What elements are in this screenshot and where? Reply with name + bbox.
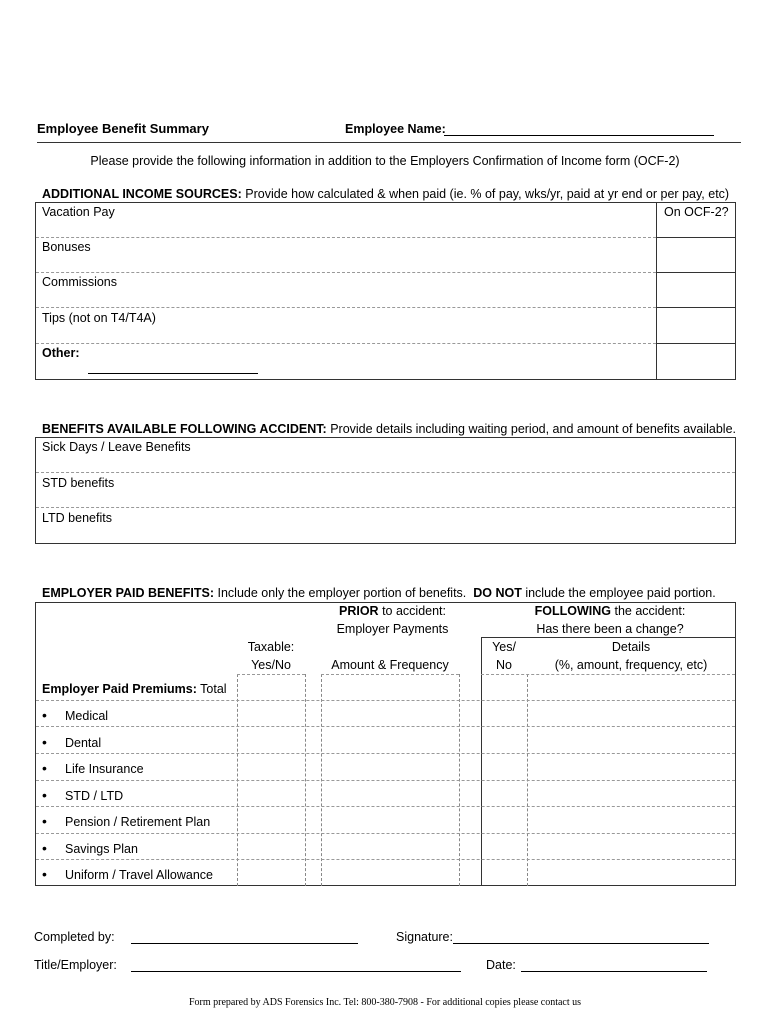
income-row-other: Other:	[42, 346, 80, 360]
income-row-vacation-pay: Vacation Pay	[42, 205, 115, 219]
income-row-commissions: Commissions	[42, 275, 118, 289]
row-divider	[36, 833, 735, 834]
employee-name-field[interactable]	[444, 122, 714, 136]
row-divider	[657, 307, 735, 308]
row-divider	[36, 472, 735, 473]
row-divider	[657, 272, 735, 273]
following-header: FOLLOWING the accident:	[534, 604, 686, 618]
completed-by-field[interactable]	[131, 930, 358, 944]
premiums-total-label: Employer Paid Premiums: Total	[42, 682, 227, 696]
premium-item-medical: Medical	[65, 709, 109, 723]
premium-item-uniform-travel: Uniform / Travel Allowance	[65, 868, 213, 882]
following-header-rule	[481, 637, 735, 638]
premium-item-savings: Savings Plan	[65, 842, 138, 856]
amount-frequency-header: Amount & Frequency	[331, 658, 449, 672]
premium-item-dental: Dental	[65, 736, 102, 750]
bullet-icon: •	[42, 707, 47, 723]
instructions-text: Please provide the following information in addition to the Employers Confirmation of Income form (OCF-2)	[90, 154, 680, 168]
completed-by-label: Completed by:	[34, 930, 115, 944]
row-divider	[36, 272, 656, 273]
row-divider	[36, 806, 735, 807]
income-row-bonuses: Bonuses	[42, 240, 91, 254]
row-divider	[36, 307, 656, 308]
details-header-2: (%, amount, frequency, etc)	[554, 658, 708, 672]
benefit-row-sick-days: Sick Days / Leave Benefits	[42, 440, 191, 454]
bullet-icon: •	[42, 787, 47, 803]
benefits-following-heading: BENEFITS AVAILABLE FOLLOWING ACCIDENT: Provide details including waiting period, and amount of benefits available.	[42, 422, 737, 436]
row-divider	[36, 726, 735, 727]
bullet-icon: •	[42, 760, 47, 776]
row-divider	[237, 674, 305, 675]
row-divider	[36, 700, 735, 701]
premium-item-life-insurance: Life Insurance	[65, 762, 144, 776]
income-row-tips: Tips (not on T4/T4A)	[42, 311, 156, 325]
prior-header: PRIOR to accident:	[338, 604, 446, 618]
following-subheader: Has there been a change?	[536, 622, 684, 636]
signature-label: Signature:	[396, 930, 453, 944]
date-field[interactable]	[521, 958, 707, 972]
bullet-icon: •	[42, 813, 47, 829]
premium-item-pension: Pension / Retirement Plan	[65, 815, 211, 829]
bullet-icon: •	[42, 840, 47, 856]
row-divider	[657, 237, 735, 238]
form-title: Employee Benefit Summary	[37, 121, 209, 136]
row-divider	[36, 859, 735, 860]
taxable-header-2: Yes/No	[251, 658, 291, 672]
row-divider	[36, 343, 656, 344]
yes-no-header-1: Yes/	[492, 640, 516, 654]
ocf2-column-divider	[656, 202, 657, 380]
row-divider	[481, 674, 735, 675]
row-divider	[36, 507, 735, 508]
date-label: Date:	[486, 958, 516, 972]
title-employer-label: Title/Employer:	[34, 958, 117, 972]
prior-subheader: Employer Payments	[336, 622, 449, 636]
title-employer-field[interactable]	[131, 958, 461, 972]
ocf2-column-label: On OCF-2?	[664, 205, 729, 219]
row-divider	[321, 674, 459, 675]
premium-item-std-ltd: STD / LTD	[65, 789, 124, 803]
employer-paid-heading: EMPLOYER PAID BENEFITS: Include only the employer portion of benefits. DO NOT include the employee paid portion.	[42, 586, 716, 600]
taxable-header-1: Taxable:	[247, 640, 295, 654]
footer-text: Form prepared by ADS Forensics Inc. Tel: 800-380-7908 - For additional copies please contact us	[188, 997, 582, 1008]
row-divider	[36, 780, 735, 781]
additional-income-heading: ADDITIONAL INCOME SOURCES: Provide how calculated & when paid (ie. % of pay, wks/yr, paid at yr end or per pay, etc)	[42, 187, 730, 201]
employee-name-label: Employee Name:	[345, 122, 446, 136]
bullet-icon: •	[42, 734, 47, 750]
row-divider	[36, 753, 735, 754]
bullet-icon: •	[42, 866, 47, 882]
header-divider	[37, 142, 741, 143]
yes-no-header-2: No	[496, 658, 512, 672]
row-divider	[36, 237, 656, 238]
details-header-1: Details	[611, 640, 651, 654]
benefit-row-std: STD benefits	[42, 476, 115, 490]
signature-field[interactable]	[453, 930, 709, 944]
other-income-field[interactable]	[88, 361, 258, 374]
row-divider	[657, 343, 735, 344]
additional-income-table	[35, 202, 736, 380]
benefit-row-ltd: LTD benefits	[42, 511, 112, 525]
